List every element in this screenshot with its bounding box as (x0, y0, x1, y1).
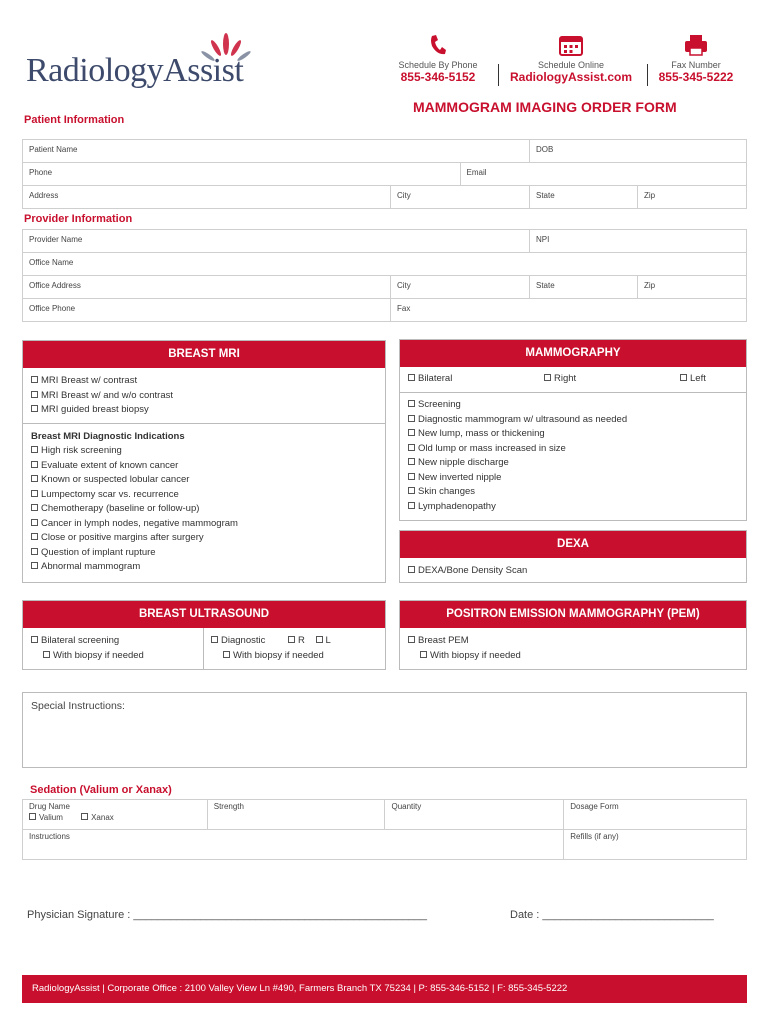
mri-indication[interactable]: High risk screening (31, 444, 377, 459)
mammo-option[interactable]: New inverted nipple (408, 471, 738, 486)
npi-field[interactable]: NPI (530, 230, 747, 253)
checkbox[interactable] (288, 636, 295, 643)
checkbox[interactable] (31, 636, 38, 643)
us-diagnostic-biopsy[interactable]: With biopsy if needed (211, 649, 331, 664)
mri-indication[interactable]: Chemotherapy (baseline or follow-up) (31, 502, 377, 517)
checkbox[interactable] (31, 376, 38, 383)
checkbox[interactable] (680, 374, 687, 381)
pem-biopsy[interactable]: With biopsy if needed (408, 649, 738, 664)
checkbox[interactable] (31, 519, 38, 526)
checkbox[interactable] (544, 374, 551, 381)
checkbox[interactable] (408, 636, 415, 643)
provider-name-field[interactable]: Provider Name (23, 230, 530, 253)
patient-table (22, 139, 747, 209)
mammo-side-bilateral[interactable]: Bilateral (408, 372, 452, 387)
checkbox[interactable] (31, 548, 38, 555)
mammo-option[interactable]: New nipple discharge (408, 456, 738, 471)
us-left[interactable]: L (316, 635, 331, 646)
mri-option[interactable]: MRI guided breast biopsy (31, 403, 377, 418)
special-instructions-box[interactable] (22, 692, 747, 768)
office-zip-field[interactable]: Zip (638, 276, 747, 299)
checkbox[interactable] (408, 566, 415, 573)
checkbox[interactable] (31, 446, 38, 453)
brand-name: RadiologyAssist (26, 52, 244, 89)
mri-option[interactable]: MRI Breast w/ contrast (31, 374, 377, 389)
dosage-form-field[interactable]: Dosage Form (564, 800, 747, 830)
xanax-option[interactable]: Xanax (81, 813, 114, 822)
mri-indication[interactable]: Evaluate extent of known cancer (31, 459, 377, 474)
checkbox[interactable] (408, 458, 415, 465)
mammo-option[interactable]: Screening (408, 398, 738, 413)
refills-field[interactable]: Refills (if any) (564, 830, 747, 860)
phone-icon (429, 34, 447, 56)
us-right[interactable]: R (288, 635, 305, 646)
us-bilateral-biopsy[interactable]: With biopsy if needed (31, 649, 144, 664)
checkbox[interactable] (31, 461, 38, 468)
checkbox[interactable] (31, 490, 38, 497)
drug-name-label: Drug Name (29, 802, 70, 811)
mri-indication[interactable]: Cancer in lymph nodes, negative mammogram (31, 517, 377, 532)
instructions-field[interactable]: Instructions (23, 830, 564, 860)
pem-box (399, 600, 747, 670)
strength-field[interactable]: Strength (207, 800, 385, 830)
checkbox[interactable] (29, 813, 36, 820)
checkbox[interactable] (81, 813, 88, 820)
fax-icon (684, 34, 708, 56)
contact-label: Schedule By Phone (398, 60, 478, 70)
mri-indication[interactable]: Close or positive margins after surgery (31, 531, 377, 546)
contact-value[interactable]: 855-346-5152 (400, 70, 476, 84)
contact-phone (388, 34, 488, 84)
checkbox[interactable] (31, 533, 38, 540)
mri-option[interactable]: MRI Breast w/ and w/o contrast (31, 389, 377, 404)
breast-mri-box (22, 340, 386, 583)
checkbox[interactable] (408, 502, 415, 509)
mammo-option[interactable]: New lump, mass or thickening (408, 427, 738, 442)
ultrasound-box (22, 600, 386, 670)
date-line[interactable]: Date : ____________________________ (510, 909, 714, 921)
mri-indication[interactable]: Known or suspected lobular cancer (31, 473, 377, 488)
checkbox[interactable] (31, 391, 38, 398)
pem-option[interactable]: Breast PEM (408, 634, 738, 649)
office-address-field[interactable]: Office Address (23, 276, 391, 299)
phone-field[interactable]: Phone (23, 163, 461, 186)
email-field[interactable]: Email (460, 163, 747, 186)
sedation-title: Sedation (Valium or Xanax) (30, 784, 172, 796)
mri-indication[interactable]: Question of implant rupture (31, 546, 377, 561)
checkbox[interactable] (420, 651, 427, 658)
checkbox[interactable] (223, 651, 230, 658)
mammography-box (399, 339, 747, 521)
checkbox[interactable] (408, 444, 415, 451)
provider-table (22, 229, 747, 322)
contact-value[interactable]: 855-345-5222 (658, 70, 734, 84)
us-bilateral[interactable]: Bilateral screening (31, 634, 144, 649)
calendar-icon (559, 34, 583, 56)
dob-field[interactable]: DOB (530, 140, 747, 163)
office-city-field[interactable]: City (391, 276, 530, 299)
office-name-field[interactable]: Office Name (23, 253, 747, 276)
checkbox[interactable] (31, 405, 38, 412)
office-phone-field[interactable]: Office Phone (23, 299, 391, 322)
checkbox[interactable] (408, 400, 415, 407)
form-title: MAMMOGRAM IMAGING ORDER FORM (413, 99, 677, 115)
contact-online (505, 34, 637, 84)
patient-section-title: Patient Information (24, 114, 125, 126)
checkbox[interactable] (316, 636, 323, 643)
mri-indication[interactable]: Abnormal mammogram (31, 560, 377, 575)
provider-section-title: Provider Information (24, 213, 133, 225)
dexa-header: DEXA (400, 531, 746, 558)
dexa-box (399, 530, 747, 583)
state-field[interactable]: State (530, 186, 638, 209)
contact-value[interactable]: RadiologyAssist.com (509, 70, 633, 84)
checkbox[interactable] (211, 636, 218, 643)
zip-field[interactable]: Zip (638, 186, 747, 209)
quantity-field[interactable]: Quantity (385, 800, 564, 830)
sedation-table (22, 799, 747, 860)
patient-name-field[interactable]: Patient Name (23, 140, 530, 163)
contact-fax (650, 34, 742, 84)
physician-signature-line[interactable]: Physician Signature : ________________________________________________ (27, 909, 428, 921)
valium-option[interactable]: Valium (29, 813, 63, 822)
mammo-option[interactable]: Old lump or mass increased in size (408, 442, 738, 457)
fax-field[interactable]: Fax (391, 299, 747, 322)
city-field[interactable]: City (391, 186, 530, 209)
checkbox[interactable] (408, 374, 415, 381)
special-instructions-label: Special Instructions: (31, 700, 125, 712)
mri-indication[interactable]: Lumpectomy scar vs. recurrence (31, 488, 377, 503)
checkbox[interactable] (408, 415, 415, 422)
ultrasound-header: BREAST ULTRASOUND (23, 601, 385, 628)
address-field[interactable]: Address (23, 186, 391, 209)
footer: RadiologyAssist | Corporate Office : 2100 Valley View Ln #490, Farmers Branch TX 75234 | P: 855-346-5152 | F: 855-345-5222 (22, 975, 747, 1003)
contact-label: Fax Number (671, 60, 721, 70)
mammography-header: MAMMOGRAPHY (400, 340, 746, 367)
logo (26, 30, 266, 100)
checkbox[interactable] (31, 475, 38, 482)
checkbox[interactable] (408, 487, 415, 494)
contact-label: Schedule Online (537, 60, 605, 70)
mammo-option[interactable]: Skin changes (408, 485, 738, 500)
mammo-option[interactable]: Diagnostic mammogram w/ ultrasound as needed (408, 413, 738, 428)
checkbox[interactable] (43, 651, 50, 658)
dexa-option[interactable]: DEXA/Bone Density Scan (408, 564, 738, 579)
checkbox[interactable] (31, 504, 38, 511)
checkbox[interactable] (408, 429, 415, 436)
mammo-side-left[interactable]: Left (680, 372, 706, 387)
checkbox[interactable] (31, 562, 38, 569)
mammo-side-right[interactable]: Right (544, 372, 576, 387)
mri-indications-title: Breast MRI Diagnostic Indications (31, 430, 185, 442)
us-diagnostic[interactable]: Diagnostic R L (211, 634, 331, 649)
checkbox[interactable] (408, 473, 415, 480)
pem-header: POSITRON EMISSION MAMMOGRAPHY (PEM) (400, 601, 746, 628)
mammo-option[interactable]: Lymphadenopathy (408, 500, 738, 515)
drug-name-field[interactable] (23, 800, 208, 830)
office-state-field[interactable]: State (530, 276, 638, 299)
breast-mri-header: BREAST MRI (23, 341, 385, 368)
